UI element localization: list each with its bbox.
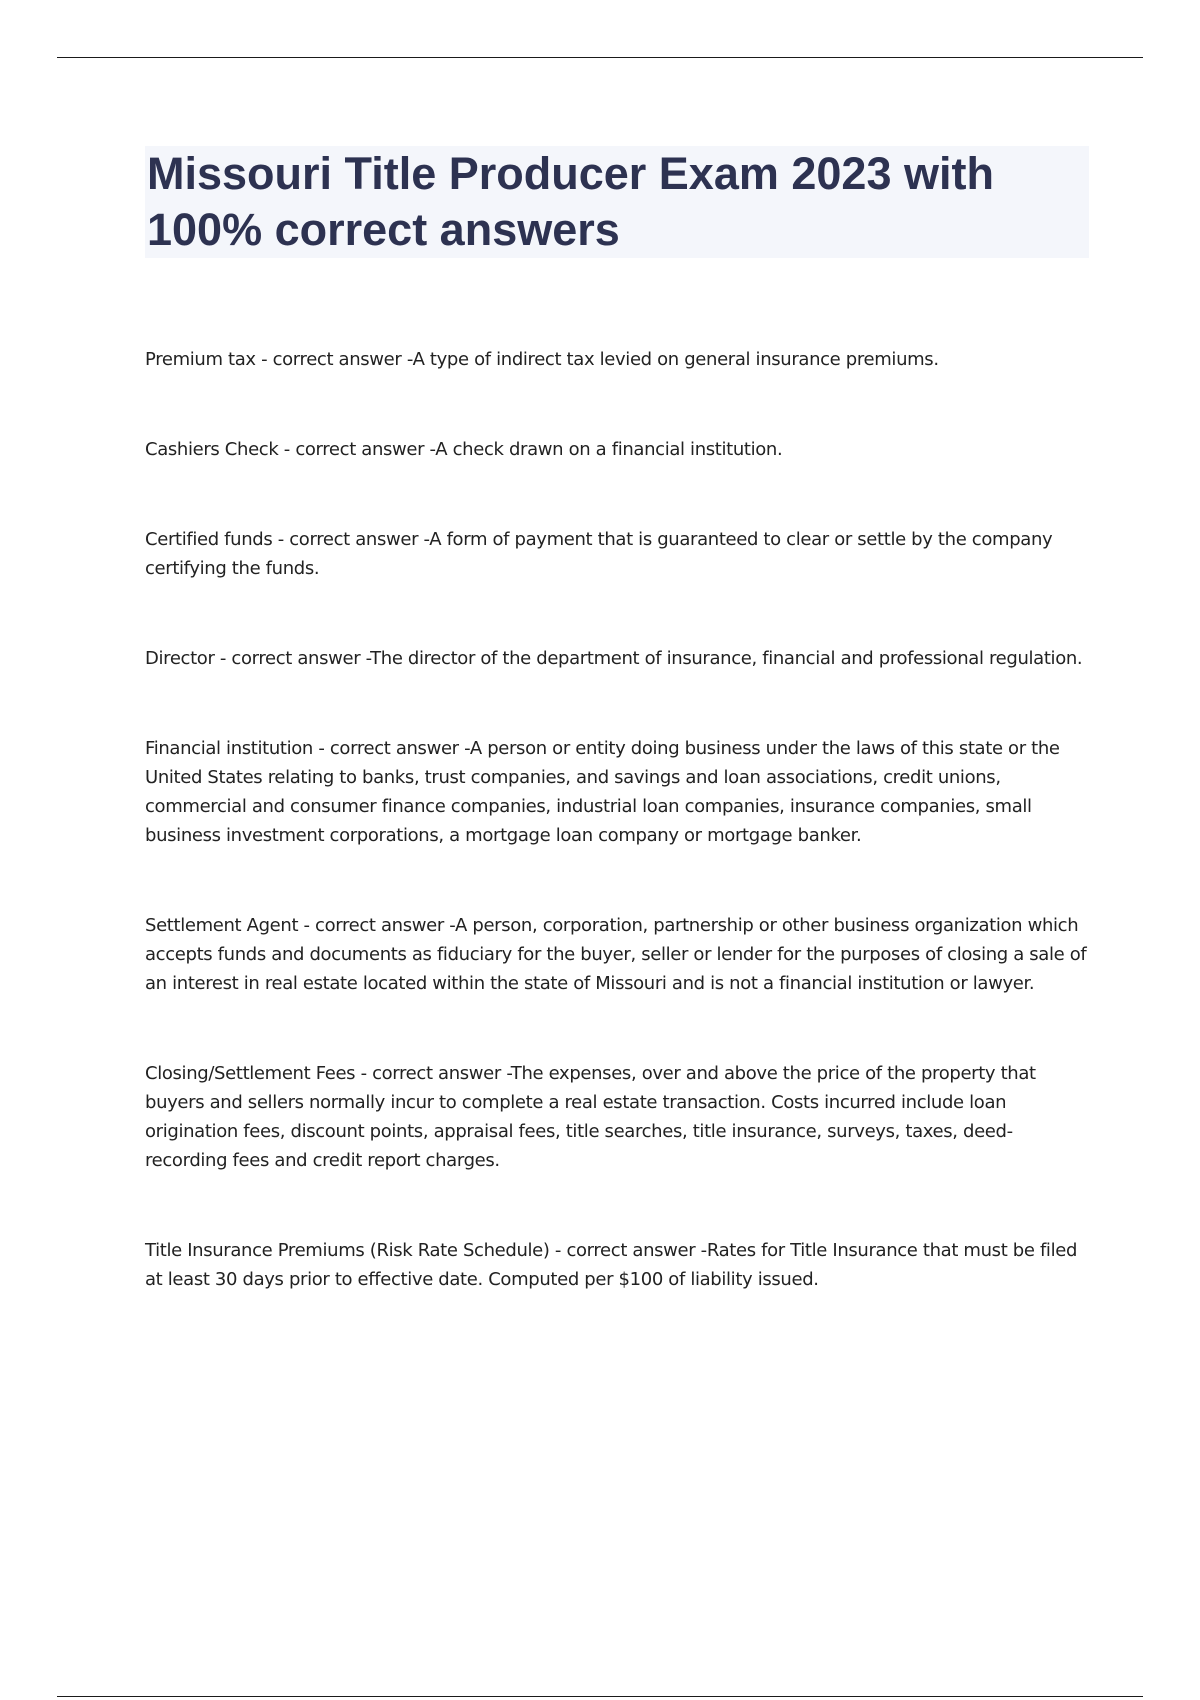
qa-entry: Director - correct answer -The director of the department of insurance, financial and professional regulation. xyxy=(145,648,1083,669)
qa-entry: Closing/Settlement Fees - correct answer -The expenses, over and above the price of the property that buyers and sellers normally incur to complete a real estate transaction. Costs incurred include loan origination fees, discount points, appraisal fees, title searches, title insurance, surveys, taxes, deed-recording fees and credit report charges. xyxy=(145,1063,1036,1171)
qa-entry: Financial institution - correct answer -A person or entity doing business under the laws of this state or the United States relating to banks, trust companies, and savings and loan associations, credit unions, commercial and consumer finance companies, industrial loan companies, insurance companies, small business investment corporations, a mortgage loan company or mortgage banker. xyxy=(145,738,1060,846)
top-divider xyxy=(57,57,1143,58)
qa-entry: Cashiers Check - correct answer -A check drawn on a financial institution. xyxy=(145,439,783,460)
page-title: Missouri Title Producer Exam 2023 with 100% correct answers xyxy=(147,148,994,255)
bottom-divider xyxy=(57,1696,1143,1697)
qa-entry: Settlement Agent - correct answer -A person, corporation, partnership or other business organization which accepts funds and documents as fiduciary for the buyer, seller or lender for the purposes of closing a sale of an interest in real estate located within the state of Missouri and is not a financial institution or lawyer. xyxy=(145,915,1087,994)
qa-entry: Premium tax - correct answer -A type of indirect tax levied on general insurance premiums. xyxy=(145,349,939,370)
qa-entry: Certified funds - correct answer -A form of payment that is guaranteed to clear or settle by the company certifying the funds. xyxy=(145,529,1053,579)
qa-entry: Title Insurance Premiums (Risk Rate Schedule) - correct answer -Rates for Title Insurance that must be filed at least 30 days prior to effective date. Computed per $100 of liability issued. xyxy=(145,1240,1078,1290)
qa-entry-list xyxy=(145,345,1090,1294)
title-banner xyxy=(145,146,1089,258)
